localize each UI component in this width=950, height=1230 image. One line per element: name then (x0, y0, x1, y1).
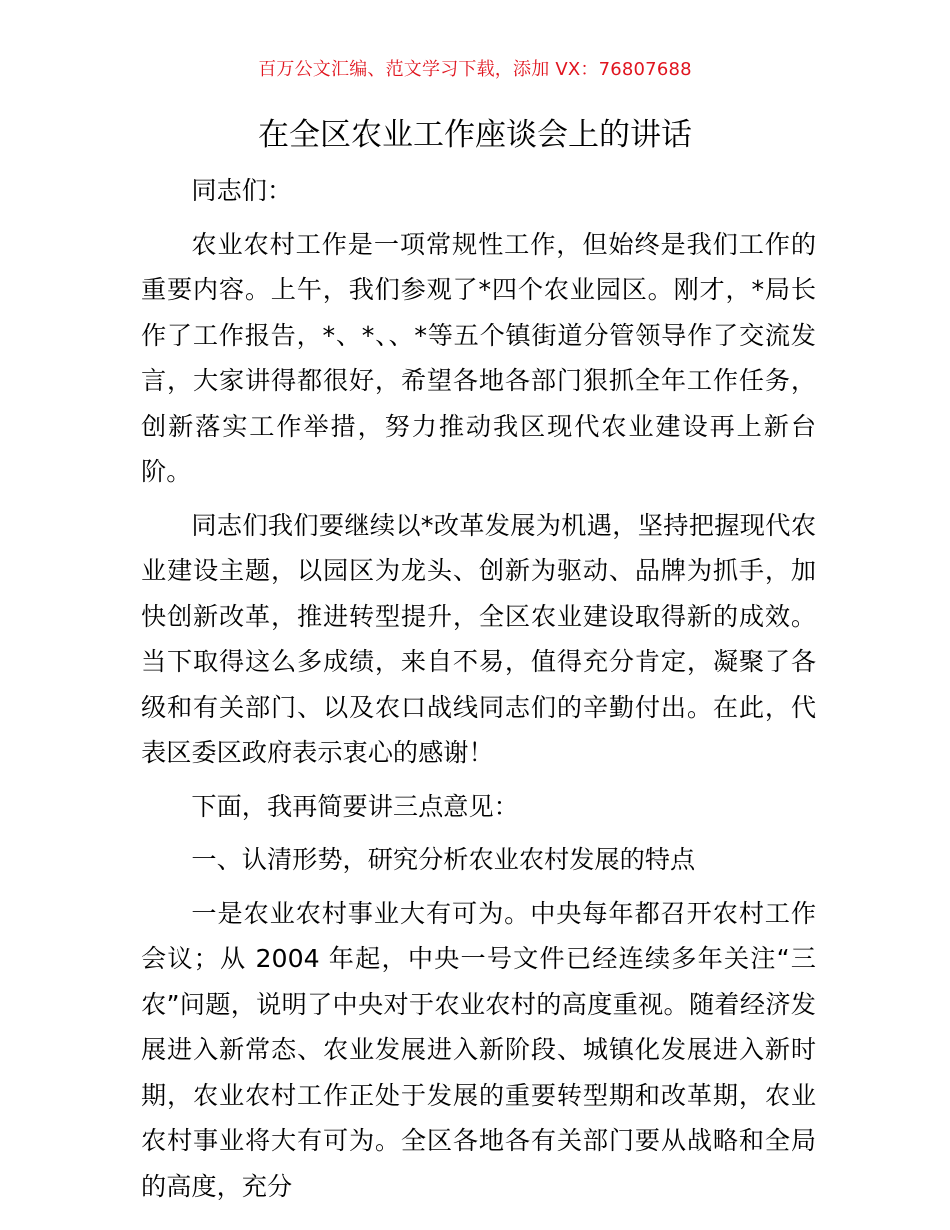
body-paragraph: 同志们我们要继续以*改革发展为机遇，坚持把握现代农业建设主题，以园区为龙头、创新为驱动、品牌为抓手，加快创新改革，推进转型提升，全区农业建设取得新的成效。当下取得这么多成绩，来自不易，值得充分肯定，凝聚了各级和有关部门、以及农口战线同志们的辛勤付出。在此，代表区委区政府表示衷心的感谢！ (141, 510, 816, 767)
body-paragraph: 一是农业农村事业大有可为。中央每年都召开农村工作会议；从 2004 年起，中央一号文件已经连续多年关注“三农”问题，说明了中央对于农业农村的高度重视。随着经济发展进入新常态、农业发展进入新阶段、城镇化发展进入新时期，农业农村工作正处于发展的重要转型期和改革期，农业农村事业将大有可为。全区各地各有关部门要从战略和全局的高度，充分 (141, 898, 816, 1201)
section-heading: 一、认清形势，研究分析农业农村发展的特点 (191, 845, 696, 874)
document-body (141, 168, 816, 1217)
body-paragraph: 下面，我再简要讲三点意见： (191, 791, 519, 821)
document-title: 在全区农业工作座谈会上的讲话 (258, 117, 692, 153)
body-paragraph: 农业农村工作是一项常规性工作，但始终是我们工作的重要内容。上午，我们参观了*四个农业园区。刚才，*局长作了工作报告，*、*、、*等五个镇街道分管领导作了交流发言，大家讲得都很好，希望各地各部门狠抓全年工作任务，创新落实工作举措，努力推动我区现代农业建设再上新台阶。 (141, 229, 816, 486)
header-watermark-text: 百万公文汇编、范文学习下载，添加 VX：76807688 (258, 59, 692, 80)
salutation-paragraph: 同志们： (191, 176, 293, 205)
